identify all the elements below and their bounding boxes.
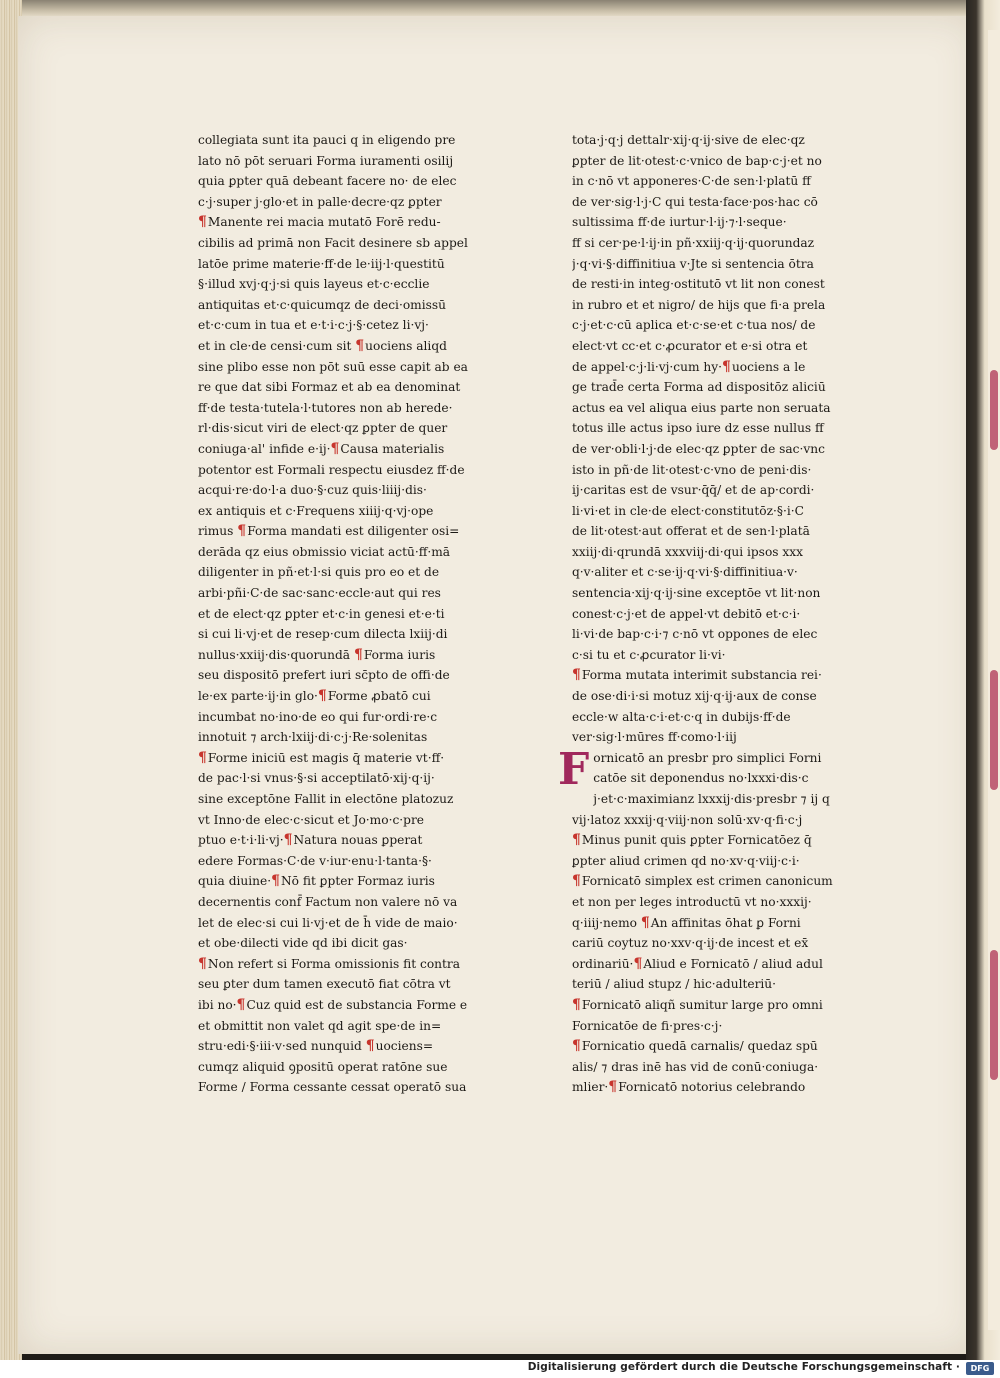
footer-credit-text: Digitalisierung gefördert durch die Deutsche Forschungsgemeinschaft · <box>527 1361 960 1373</box>
text-column-right <box>558 130 884 1098</box>
text-line: ff·de testa·tutela·l·tutores non ab herede· <box>198 400 453 415</box>
text-line: ibi no·¶Cuz quid est de substancia Forme e <box>198 996 468 1013</box>
text-line: lato nō pōt seruari Forma iuramenti osilij <box>198 153 454 168</box>
text-line: et obmittit non valet qd agit spe·de in= <box>198 1018 442 1033</box>
text-line: isto in pñ·de lit·otest·c·vno de peni·dis· <box>572 462 812 477</box>
neighbor-rubric-mark <box>990 370 998 450</box>
rubric-paragraph-mark: ¶ <box>198 955 207 972</box>
text-line: arbi·pñi·C·de sac·sanc·eccle·aut qui res <box>198 586 441 601</box>
text-line: sine plibo esse non pōt suū esse capit ab ea <box>198 359 468 374</box>
text-line: et·c·cum in tua et e·t·i·c·j·§·cetez li·vj· <box>198 318 429 333</box>
text-line: de resti·in integ·ostitutō vt lit non conest <box>572 277 825 292</box>
rubric-paragraph-mark: ¶ <box>271 873 280 890</box>
text-line: in rubro et et nigro/ de hijs que fi·a prela <box>572 297 826 312</box>
text-line: conest·c·j·et de appel·vt debitō et·c·i· <box>572 606 801 621</box>
text-line: eccle·w alta·c·i·et·c·q in dubijs·ff·de <box>572 709 791 724</box>
text-line: de ver·obli·l·j·de elec·qz ꝑpter de sac·vnc <box>572 441 825 456</box>
text-line: let de elec·si cui li·vj·et de h̄ vide de maio· <box>198 915 458 930</box>
rubric-paragraph-mark: ¶ <box>572 996 581 1013</box>
text-line: diligenter in pñ·et·l·si quis pro eo et de <box>198 565 440 580</box>
text-line: le·ex parte·ij·in glo·¶Forme ꝓbatō cui <box>198 688 431 705</box>
rubric-paragraph-mark: ¶ <box>608 1079 618 1096</box>
text-line: ¶Non refert si Forma omissionis fit contra <box>198 955 460 972</box>
text-line: derāda qz eius obmissio viciat actū·ff·mā <box>198 544 451 559</box>
text-line: ptuo e·t·i·li·vj·¶Natura nouas ꝑperat <box>198 832 423 849</box>
text-line: et non per leges introductū vt no·xxxij· <box>572 894 812 909</box>
rubric-paragraph-mark: ¶ <box>355 337 365 354</box>
text-line: c·j·super j·glo·et in palle·decre·qz ꝑpter <box>198 194 442 209</box>
text-line: teriū / aliud stupz / hic·adulteriū· <box>572 977 777 992</box>
rubric-paragraph-mark: ¶ <box>198 214 207 231</box>
text-line: q·v·aliter et c·se·ij·q·vi·§·diffinitiua·v· <box>572 565 798 580</box>
text-line: Forme / Forma cessante cessat operatō sua <box>198 1080 467 1095</box>
text-line: decernentis conf̄ Factum non valere nō va <box>198 894 458 909</box>
text-line: in c·nō vt apponeres·C·de sen·l·platū ff <box>572 174 811 189</box>
text-line: cibilis ad primā non Facit desinere sb appel <box>198 235 468 250</box>
digitization-footer <box>0 1360 1000 1378</box>
rubric-paragraph-mark: ¶ <box>572 873 581 890</box>
text-line: cariū coytuz no·xxv·q·ij·de incest et ex̄ <box>572 936 809 951</box>
rubric-paragraph-mark: ¶ <box>572 832 581 849</box>
text-line: totus ille actus ipso iure dz esse nullus ff <box>572 421 824 436</box>
rubric-paragraph-mark: ¶ <box>317 688 327 705</box>
neighbor-page-strip <box>988 30 1000 1330</box>
rubric-paragraph-mark: ¶ <box>572 667 581 684</box>
text-line: mlier·¶Fornicatō notorius celebrando <box>572 1079 806 1096</box>
rubric-paragraph-mark: ¶ <box>572 1038 581 1055</box>
text-line: ¶Minus punit quis ꝑpter Fornicatōez q̄ <box>572 832 812 849</box>
text-line: ex antiquis et c·Frequens xiiij·q·vj·ope <box>198 503 434 518</box>
text-line: ¶Forma mutata interimit substancia rei· <box>572 667 822 684</box>
text-line: innotuit ⁊ arch·lxiij·di·c·j·Re·solenitas <box>198 730 428 745</box>
text-line: latōe prime materie·ff·de le·iij·l·questitū <box>198 256 445 271</box>
text-line: li·vi·de bap·c·i·⁊ c·nō vt oppones de elec <box>572 627 818 642</box>
text-line: ff si cer·pe·l·ij·in pñ·xxiij·q·ij·quorundaz <box>572 235 815 250</box>
text-line: collegiata sunt ita pauci q in eligendo pre <box>198 133 456 147</box>
text-line: §·illud xvj·q·j·si quis layeus et·c·ecclie <box>198 277 430 292</box>
text-line: alis/ ⁊ dras inē has vid de conū·coniuga· <box>572 1059 819 1074</box>
text-line: si cui li·vj·et de resep·cum dilecta lxiij·di <box>198 627 448 642</box>
text-line: stru·edi·§·iii·v·sed nunquid ¶uociens= <box>198 1038 434 1055</box>
text-line: et obe·dilecti vide qd ibi dicit gas· <box>198 936 408 951</box>
text-column-left <box>198 130 510 1098</box>
text-line: antiquitas et·c·quicumqz de deci·omissū <box>198 297 446 312</box>
text-line: vt Inno·de elec·c·sicut et Jo·mo·c·pre <box>198 812 424 827</box>
text-line: ¶Manente rei macia mutatō Forē redu- <box>198 214 441 231</box>
rubric-paragraph-mark: ¶ <box>237 523 247 540</box>
text-line: de pac·l·si vnus·§·si acceptilatō·xij·q·ij· <box>198 771 435 786</box>
rubric-paragraph-mark: ¶ <box>722 358 731 375</box>
rubric-paragraph-mark: ¶ <box>198 749 207 766</box>
text-line: ¶Fornicatō aliqñ sumitur large pro omni <box>572 996 823 1013</box>
text-line: et de elect·qz ꝑpter et·c·in genesi et·e·ti <box>198 606 445 621</box>
text-line: sultissima ff·de iurtur·l·ij·⁊·l·seque· <box>572 215 787 230</box>
text-line: et in cle·de censi·cum sit ¶uociens aliqd <box>198 337 447 354</box>
text-line: xxiij·di·qrundā xxxviij·di·qui ipsos xxx <box>572 544 804 559</box>
text-line: ver·sig·l·mūres ff·como·l·iij <box>572 730 737 745</box>
text-line: ꝑpter aliud crimen qd no·xv·q·viij·c·i· <box>572 853 800 868</box>
decorated-initial: F <box>558 743 590 795</box>
text-line: sine exceptōne Fallit in electōne platozuz <box>198 792 454 806</box>
rubric-paragraph-mark: ¶ <box>236 996 246 1013</box>
text-line: ¶Fornicatō simplex est crimen canonicum <box>572 873 833 890</box>
text-line: seu ꝑter dum tamen executō fiat cōtra vt <box>198 977 451 992</box>
rubric-paragraph-mark: ¶ <box>283 832 293 849</box>
text-line: ordinariū·¶Aliud e Fornicatō / aliud adul <box>572 955 823 972</box>
text-line: quia diuine·¶Nō fit ꝑpter Formaz iuris <box>198 873 435 890</box>
text-line: tota·j·q·j dettalr·xij·q·ij·sive de elec·qz <box>572 133 805 147</box>
text-line: nullus·xxiij·dis·quorundā ¶Forma iuris <box>198 646 436 663</box>
text-line: vij·latoz xxxij·q·viij·non solū·xv·q·fi·c·j <box>572 812 803 827</box>
text-line: rimus ¶Forma mandati est diligenter osi= <box>198 523 460 540</box>
text-line: de ose·di·i·si motuz xij·q·ij·aux de conse <box>572 689 817 704</box>
text-line: q·iiij·nemo ¶An affinitas ōhat ꝑ Forni <box>572 914 801 931</box>
text-line: elect·vt cc·et c·ꝓcurator et e·si otra et <box>572 338 808 353</box>
text-line: incumbat no·ino·de eo qui fur·ordi·re·c <box>198 709 438 724</box>
text-line: ij·caritas est de vsur·q̄q̄/ et de ap·cordi· <box>572 483 815 498</box>
text-line: de lit·otest·aut offerat et de sen·l·platā <box>572 524 810 539</box>
dfg-logo: DFG <box>966 1362 994 1375</box>
text-line: ge trad̄e certa Forma ad dispositōz aliciū <box>572 380 826 395</box>
text-line: c·j·et·c·cū aplica et·c·se·et c·tua nos/ de <box>572 318 816 333</box>
text-line: seu dispositō prefert iuri sc̄pto de offi·de <box>198 668 450 683</box>
text-line: j·et·c·maximianz lxxxij·dis·presbr ⁊ ij q <box>593 792 830 806</box>
text-line: rl·dis·sicut viri de elect·qz ꝑpter de quer <box>198 421 448 436</box>
text-line: ¶Fornicatio quedā carnalis/ quedaz spū <box>572 1038 818 1055</box>
text-line: potentor est Formali respectu eiusdez ff·de <box>198 462 465 477</box>
text-line: quia ꝑpter quā debeant facere no· de elec <box>198 174 457 189</box>
text-line: c·si tu et c·ꝓcurator li·vi· <box>572 647 726 662</box>
neighbor-rubric-mark <box>990 670 998 790</box>
text-line: sentencia·xij·q·ij·sine exceptōe vt lit·non <box>572 586 821 601</box>
rubric-paragraph-mark: ¶ <box>640 914 650 931</box>
text-line: coniuga·al' infide e·ij·¶Causa materialis <box>198 440 445 457</box>
text-line: de ver·sig·l·j·C qui testa·face·pos·hac cō <box>572 194 818 209</box>
text-line: j·q·vi·§·diffinitiua v·Jte si sentencia ōtra <box>572 256 814 271</box>
text-line: re que dat sibi Formaz et ab ea denominat <box>198 380 461 395</box>
text-line: catōe sit deponendus no·lxxxi·dis·c <box>593 771 809 786</box>
text-line: Fornicatōe de fi·pres·c·j· <box>572 1018 723 1033</box>
rubric-paragraph-mark: ¶ <box>330 440 340 457</box>
text-line: edere Formas·C·de v·iur·enu·l·tanta·§· <box>198 853 432 868</box>
rubric-paragraph-mark: ¶ <box>633 955 643 972</box>
text-line: ꝑpter de lit·otest·c·vnico de bap·c·j·et no <box>572 153 822 168</box>
text-line: acqui·re·do·l·a duo·§·cuz quis·liiij·dis· <box>198 483 427 498</box>
rubric-paragraph-mark: ¶ <box>365 1038 375 1055</box>
text-line: actus ea vel aliqua eius parte non seruata <box>572 400 831 415</box>
neighbor-rubric-mark <box>990 950 998 1080</box>
text-line: de appel·c·j·li·vj·cum hy·¶uociens a le <box>572 358 806 375</box>
text-line: ornicatō an presbr pro simplici Forni <box>593 750 822 765</box>
text-line: li·vi·et in cle·de elect·constitutōz·§·i·C <box>572 503 804 518</box>
text-line: ¶Forme iniciū est magis q̄ materie vt·ff· <box>198 749 445 766</box>
text-line: cumqz aliquid ꝯpositū operat ratōne sue <box>198 1059 448 1074</box>
rubric-paragraph-mark: ¶ <box>353 646 363 663</box>
